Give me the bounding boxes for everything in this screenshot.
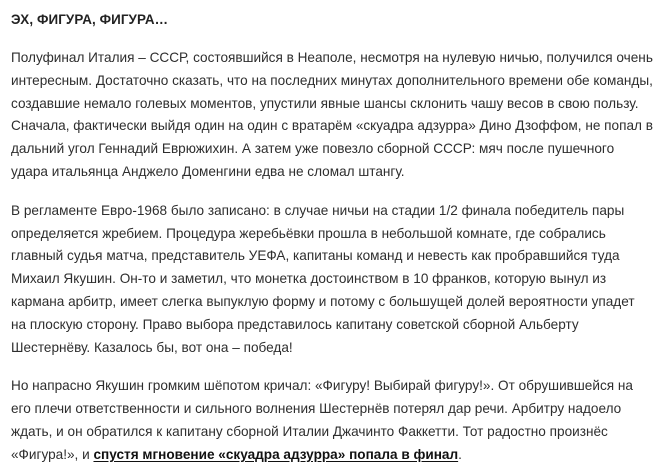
paragraph-semifinal: Полуфинал Италия – СССР, состоявшийся в Неаполе, несмотря на нулевую ничью, получился очень интересным. Достаточно сказать, что на последних минутах дополнительного времени обе команды, создавшие немало голевых моментов, упустили явные шансы склонить чашу весов в свою пользу. Сначала, фактически выйдя один на один с вратарём «скуадра адзурра» Дино Дзоффом, не попал в дальний угол Геннадий Еврюжихин. А затем уже повезло сборной СССР: мяч после пушечного удара итальянца Анджело Доменгини едва не сломал штангу. [11, 50, 653, 179]
article [11, 9, 653, 467]
final-link[interactable]: спустя мгновение «скуадра адзурра» попала в финал [93, 446, 459, 462]
paragraph-final-text: Но напрасно Якушин громким шёпотом кричал: «Фигуру! Выбирай фигуру!». От обрушившейся на его плечи ответственности и сильного волнения Шестернёв потерял дар речи. Арбитру надоело ждать, и он обратился к капитану сборной Италии Джачинто Факкетти. Тот радостно произнёс «Фигура!», и [11, 378, 633, 462]
paragraph-final-end: . [458, 446, 462, 462]
article-heading: ЭХ, ФИГУРА, ФИГУРА… [11, 12, 169, 27]
paragraph-coin-toss: В регламенте Евро-1968 было записано: в случае ничьи на стадии 1/2 финала победитель пары определяется жребием. Процедура жеребьёвки прошла в небольшой комнате, где собрались главный судья матча, представитель УЕФА, капитаны команд и невесть как пробравшийся туда Михаил Якушин. Он-то и заметил, что монетка достоинством в 10 франков, которую вынул из кармана арбитр, имеет слегка выпуклую форму и потому с большущей долей вероятности упадет на плоскую сторону. Право выбора представилось капитану советской сборной Альберту Шестернёву. Казалось бы, вот она – победа! [11, 202, 635, 355]
paragraph-final [11, 375, 653, 466]
